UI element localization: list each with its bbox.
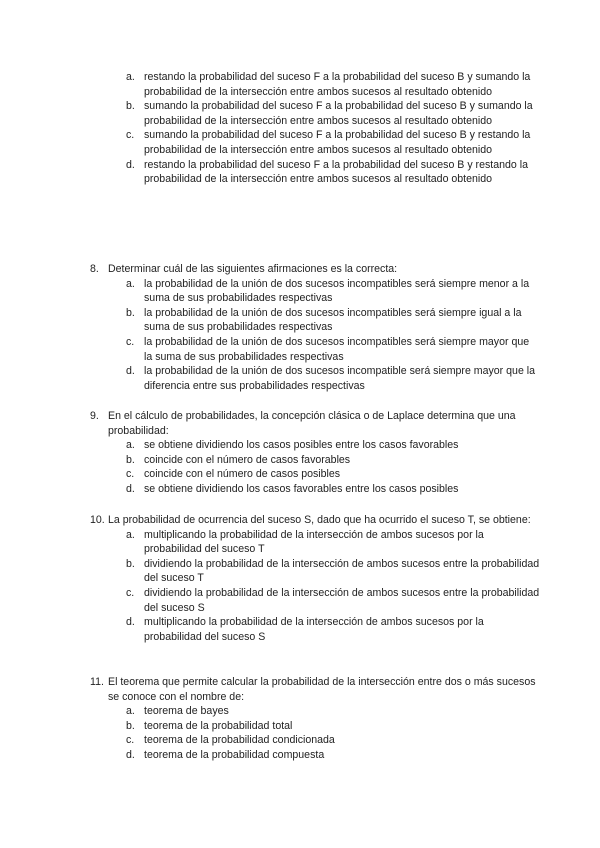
option-letter: d. <box>126 748 135 761</box>
question-number: 9. <box>90 410 99 422</box>
question-9 <box>90 409 540 497</box>
option-text: se obtiene dividiendo los casos favorables entre los casos posibles <box>144 482 459 495</box>
question-7 <box>90 70 540 187</box>
option-letter: a. <box>126 528 135 541</box>
question-10-stem <box>90 513 540 528</box>
option-c <box>90 128 540 157</box>
question-9-options <box>90 438 540 496</box>
option-letter: b. <box>126 557 135 570</box>
option-letter: c. <box>126 586 135 599</box>
option-c <box>90 733 540 748</box>
option-text: sumando la probabilidad del suceso F a la probabilidad del suceso B y restando la probabilidad de la intersección entre ambos sucesos al resultado obtenido <box>144 129 531 156</box>
option-letter: d. <box>126 158 135 171</box>
option-text: teorema de la probabilidad total <box>144 719 293 732</box>
question-8-stem <box>90 262 540 277</box>
option-letter: b. <box>126 453 135 466</box>
option-text: restando la probabilidad del suceso F a la probabilidad del suceso B y restando la probabilidad de la intersección entre ambos sucesos al resultado obtenido <box>144 158 528 186</box>
option-letter: c. <box>126 468 135 481</box>
question-number: 11. <box>90 676 104 688</box>
option-letter: a. <box>126 71 135 83</box>
option-d <box>90 364 540 393</box>
question-8 <box>90 262 540 393</box>
question-11 <box>90 675 540 763</box>
option-letter: b. <box>126 306 135 319</box>
option-b <box>90 306 540 335</box>
option-text: restando la probabilidad del suceso F a la probabilidad del suceso B y sumando la probabilidad de la intersección entre ambos sucesos al resultado obtenido <box>144 71 531 98</box>
option-text: la probabilidad de la unión de dos sucesos incompatibles será siempre mayor que la suma de sus probabilidades respectivas <box>144 335 530 363</box>
option-text: la probabilidad de la unión de dos sucesos incompatibles será siempre menor a la suma de sus probabilidades respectivas <box>144 277 530 305</box>
option-letter: a. <box>126 277 135 290</box>
option-text: se obtiene dividiendo los casos posibles entre los casos favorables <box>144 439 459 452</box>
option-text: teorema de la probabilidad compuesta <box>144 748 325 761</box>
question-text: La probabilidad de ocurrencia del suceso S, dado que ha ocurrido el suceso T, se obtiene: <box>108 514 531 526</box>
option-letter: d. <box>126 482 135 495</box>
option-text: teorema de la probabilidad condicionada <box>144 734 335 747</box>
option-text: sumando la probabilidad del suceso F a la probabilidad del suceso B y sumando la probabilidad de la intersección entre ambos sucesos al resultado obtenido <box>144 100 533 127</box>
option-d <box>90 748 540 763</box>
option-letter: a. <box>126 705 135 718</box>
option-a <box>90 70 540 99</box>
option-letter: c. <box>126 734 135 747</box>
question-10-options <box>90 528 540 645</box>
question-10 <box>90 513 540 644</box>
option-letter: d. <box>126 616 135 629</box>
option-a <box>90 438 540 453</box>
question-text: En el cálculo de probabilidades, la concepción clásica o de Laplace determina que una probabilidad: <box>108 410 516 437</box>
option-b <box>90 557 540 586</box>
option-d <box>90 158 540 187</box>
option-text: dividiendo la probabilidad de la intersección de ambos sucesos entre la probabilidad del suceso T <box>144 557 540 585</box>
question-11-options <box>90 704 540 762</box>
option-a <box>90 528 540 557</box>
option-letter: b. <box>126 100 135 113</box>
option-c <box>90 467 540 482</box>
option-letter: b. <box>126 719 135 732</box>
option-b <box>90 719 540 734</box>
question-number: 8. <box>90 263 99 275</box>
question-text: El teorema que permite calcular la probabilidad de la intersección entre dos o más sucesos se conoce con el nombre de: <box>108 676 536 703</box>
question-text: Determinar cuál de las siguientes afirmaciones es la correcta: <box>108 263 398 275</box>
option-text: la probabilidad de la unión de dos sucesos incompatibles será siempre igual a la suma de sus probabilidades respectivas <box>144 306 522 334</box>
question-number: 10. <box>90 514 105 526</box>
question-7-options <box>90 70 540 187</box>
option-b <box>90 99 540 128</box>
option-letter: c. <box>126 335 135 348</box>
option-letter: d. <box>126 365 135 378</box>
option-text: la probabilidad de la unión de dos sucesos incompatible será siempre mayor que la diferencia entre sus probabilidades respectivas <box>144 365 536 392</box>
option-letter: c. <box>126 129 135 142</box>
option-a <box>90 277 540 306</box>
question-9-stem <box>90 409 540 438</box>
option-c <box>90 586 540 615</box>
option-text: coincide con el número de casos posibles <box>144 468 341 481</box>
option-d <box>90 482 540 497</box>
option-text: multiplicando la probabilidad de la intersección de ambos sucesos por la probabilidad del suceso S <box>144 616 484 643</box>
option-letter: a. <box>126 439 135 452</box>
option-b <box>90 453 540 468</box>
option-a <box>90 704 540 719</box>
option-text: coincide con el número de casos favorables <box>144 453 351 466</box>
option-text: dividiendo la probabilidad de la intersección de ambos sucesos entre la probabilidad del suceso S <box>144 586 540 614</box>
option-text: multiplicando la probabilidad de la intersección de ambos sucesos por la probabilidad del suceso T <box>144 528 484 556</box>
option-text: teorema de bayes <box>144 705 229 718</box>
option-c <box>90 335 540 364</box>
option-d <box>90 615 540 644</box>
question-11-stem <box>90 675 540 704</box>
question-8-options <box>90 277 540 394</box>
